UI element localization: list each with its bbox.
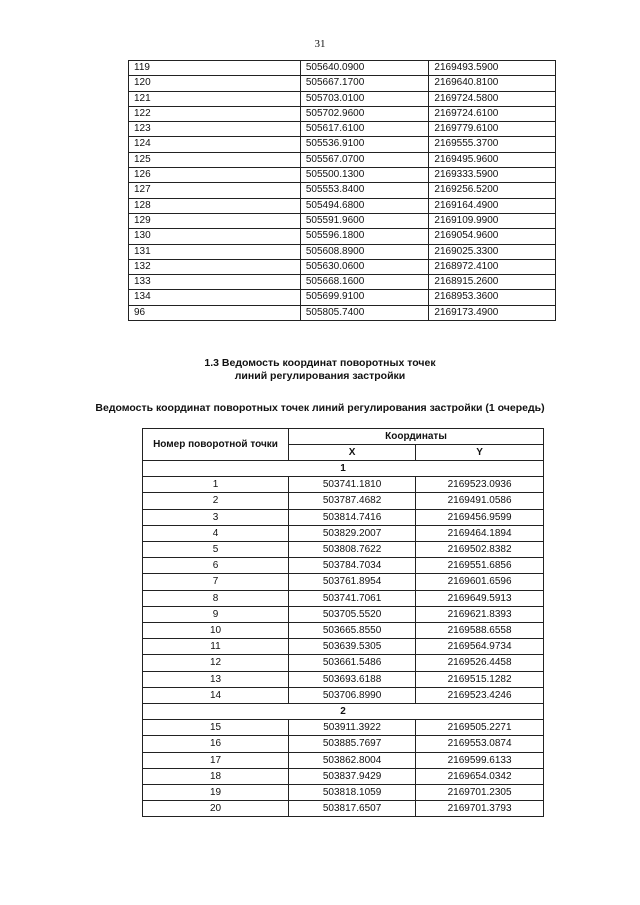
y-coordinate-cell: 2169649.5913 [416,590,544,606]
y-coordinate-cell: 2169025.3300 [429,244,556,259]
y-coordinate-cell: 2169621.8393 [416,606,544,622]
group-label: 1 [143,461,544,477]
point-number-cell: 96 [129,305,301,320]
y-coordinate-cell: 2169779.6100 [429,122,556,137]
y-coordinate-cell: 2169526.4458 [416,655,544,671]
y-coordinate-cell: 2169553.0874 [416,736,544,752]
x-coordinate-cell: 503761.8954 [289,574,416,590]
y-coordinate-cell: 2169724.5800 [429,91,556,106]
y-coordinate-cell: 2169523.0936 [416,477,544,493]
point-number-cell: 131 [129,244,301,259]
point-number-cell: 2 [143,493,289,509]
x-coordinate-cell: 503808.7622 [289,542,416,558]
point-number-cell: 13 [143,671,289,687]
point-number-cell: 122 [129,106,301,121]
point-number-cell: 121 [129,91,301,106]
y-coordinate-cell: 2169588.6558 [416,623,544,639]
x-coordinate-cell: 505567.0700 [300,152,429,167]
x-coordinate-cell: 505640.0900 [300,61,429,76]
x-coordinate-cell: 503706.8990 [289,687,416,703]
coordinates-table [142,428,544,817]
section-heading [0,357,640,383]
point-number-cell: 119 [129,61,301,76]
x-coordinate-cell: 503911.3922 [289,720,416,736]
x-coordinate-cell: 503693.6188 [289,671,416,687]
header-x: X [289,445,416,461]
y-coordinate-cell: 2169701.2305 [416,785,544,801]
y-coordinate-cell: 2169640.8100 [429,76,556,91]
point-number-cell: 120 [129,76,301,91]
x-coordinate-cell: 503705.5520 [289,606,416,622]
point-number-cell: 12 [143,655,289,671]
x-coordinate-cell: 503885.7697 [289,736,416,752]
point-number-cell: 123 [129,122,301,137]
table-row [143,509,544,525]
x-coordinate-cell: 505702.9600 [300,106,429,121]
y-coordinate-cell: 2169601.6596 [416,574,544,590]
section-heading-line2: линий регулирования застройки [234,370,406,382]
y-coordinate-cell: 2169523.4246 [416,687,544,703]
y-coordinate-cell: 2168915.2600 [429,275,556,290]
point-number-cell: 8 [143,590,289,606]
table-row [143,671,544,687]
group-row [143,461,544,477]
x-coordinate-cell: 505494.6800 [300,198,429,213]
table-row [129,168,556,183]
table-row [143,525,544,541]
table-row [129,198,556,213]
x-coordinate-cell: 505596.1800 [300,229,429,244]
table-row [129,61,556,76]
y-coordinate-cell: 2169333.5900 [429,168,556,183]
point-number-cell: 20 [143,801,289,817]
point-number-cell: 128 [129,198,301,213]
x-coordinate-cell: 503741.1810 [289,477,416,493]
table-row [143,623,544,639]
point-number-cell: 10 [143,623,289,639]
table-row [129,76,556,91]
y-coordinate-cell: 2169564.9734 [416,639,544,655]
y-coordinate-cell: 2169654.0342 [416,768,544,784]
x-coordinate-cell: 503814.7416 [289,509,416,525]
point-number-cell: 1 [143,477,289,493]
table-row [143,687,544,703]
x-coordinate-cell: 505668.1600 [300,275,429,290]
x-coordinate-cell: 505617.6100 [300,122,429,137]
table-row [129,91,556,106]
x-coordinate-cell: 505536.9100 [300,137,429,152]
point-number-cell: 126 [129,168,301,183]
table-row [143,639,544,655]
table-row [143,736,544,752]
table-row [143,477,544,493]
x-coordinate-cell: 503784.7034 [289,558,416,574]
x-coordinate-cell: 503829.2007 [289,525,416,541]
table-row [143,542,544,558]
point-number-cell: 14 [143,687,289,703]
x-coordinate-cell: 503818.1059 [289,785,416,801]
table-row [143,574,544,590]
table-subtitle: Ведомость координат поворотных точек линий регулирования застройки (1 очередь) [95,402,545,414]
y-coordinate-cell: 2169505.2271 [416,720,544,736]
table-row [129,122,556,137]
point-number-cell: 124 [129,137,301,152]
point-number-cell: 129 [129,213,301,228]
table-row [143,655,544,671]
table-row [129,305,556,320]
table-row [129,213,556,228]
table-row [143,785,544,801]
table-row [143,606,544,622]
table-row [143,590,544,606]
point-number-cell: 19 [143,785,289,801]
x-coordinate-cell: 503741.7061 [289,590,416,606]
point-number-cell: 15 [143,720,289,736]
table-row [129,244,556,259]
x-coordinate-cell: 505608.8900 [300,244,429,259]
point-number-cell: 4 [143,525,289,541]
point-number-cell: 132 [129,259,301,274]
y-coordinate-cell: 2169724.6100 [429,106,556,121]
x-coordinate-cell: 505553.8400 [300,183,429,198]
x-coordinate-cell: 503639.5305 [289,639,416,655]
y-coordinate-cell: 2168972.4100 [429,259,556,274]
point-number-cell: 7 [143,574,289,590]
table-row [143,752,544,768]
header-point-number: Номер поворотной точки [143,429,289,461]
point-number-cell: 127 [129,183,301,198]
group-row [143,704,544,720]
x-coordinate-cell: 505591.9600 [300,213,429,228]
table-row [143,720,544,736]
y-coordinate-cell: 2169456.9599 [416,509,544,525]
x-coordinate-cell: 505667.1700 [300,76,429,91]
header-coordinates: Координаты [289,429,544,445]
y-coordinate-cell: 2169464.1894 [416,525,544,541]
table-row [129,106,556,121]
point-number-cell: 130 [129,229,301,244]
y-coordinate-cell: 2169551.6856 [416,558,544,574]
table-row [129,137,556,152]
table-row [143,493,544,509]
x-coordinate-cell: 505805.7400 [300,305,429,320]
point-number-cell: 6 [143,558,289,574]
table-row [129,152,556,167]
x-coordinate-cell: 505699.9100 [300,290,429,305]
point-number-cell: 133 [129,275,301,290]
x-coordinate-cell: 503837.9429 [289,768,416,784]
header-row [143,429,544,445]
x-coordinate-cell: 503817.6507 [289,801,416,817]
point-number-cell: 134 [129,290,301,305]
point-number-cell: 16 [143,736,289,752]
point-number-cell: 9 [143,606,289,622]
y-coordinate-cell: 2168953.3600 [429,290,556,305]
page-number: 31 [314,38,326,50]
table-row [129,290,556,305]
table-row [129,275,556,290]
y-coordinate-cell: 2169495.9600 [429,152,556,167]
point-number-cell: 125 [129,152,301,167]
point-number-cell: 17 [143,752,289,768]
x-coordinate-cell: 505630.0600 [300,259,429,274]
x-coordinate-cell: 505703.0100 [300,91,429,106]
section-heading-line1: 1.3 Ведомость координат поворотных точек [204,357,436,369]
y-coordinate-cell: 2169493.5900 [429,61,556,76]
table-row [143,768,544,784]
x-coordinate-cell: 503862.8004 [289,752,416,768]
y-coordinate-cell: 2169491.0586 [416,493,544,509]
x-coordinate-cell: 503787.4682 [289,493,416,509]
table-row [143,801,544,817]
header-y: Y [416,445,544,461]
point-number-cell: 3 [143,509,289,525]
table-row [129,183,556,198]
y-coordinate-cell: 2169599.6133 [416,752,544,768]
x-coordinate-cell: 505500.1300 [300,168,429,183]
point-number-cell: 18 [143,768,289,784]
coordinates-table-continued [128,60,556,321]
y-coordinate-cell: 2169173.4900 [429,305,556,320]
point-number-cell: 11 [143,639,289,655]
y-coordinate-cell: 2169701.3793 [416,801,544,817]
y-coordinate-cell: 2169164.4900 [429,198,556,213]
point-number-cell: 5 [143,542,289,558]
y-coordinate-cell: 2169555.3700 [429,137,556,152]
table-row [129,259,556,274]
group-label: 2 [143,704,544,720]
table-row [143,558,544,574]
y-coordinate-cell: 2169515.1282 [416,671,544,687]
y-coordinate-cell: 2169256.5200 [429,183,556,198]
x-coordinate-cell: 503665.8550 [289,623,416,639]
y-coordinate-cell: 2169502.8382 [416,542,544,558]
y-coordinate-cell: 2169109.9900 [429,213,556,228]
table-row [129,229,556,244]
x-coordinate-cell: 503661.5486 [289,655,416,671]
y-coordinate-cell: 2169054.9600 [429,229,556,244]
